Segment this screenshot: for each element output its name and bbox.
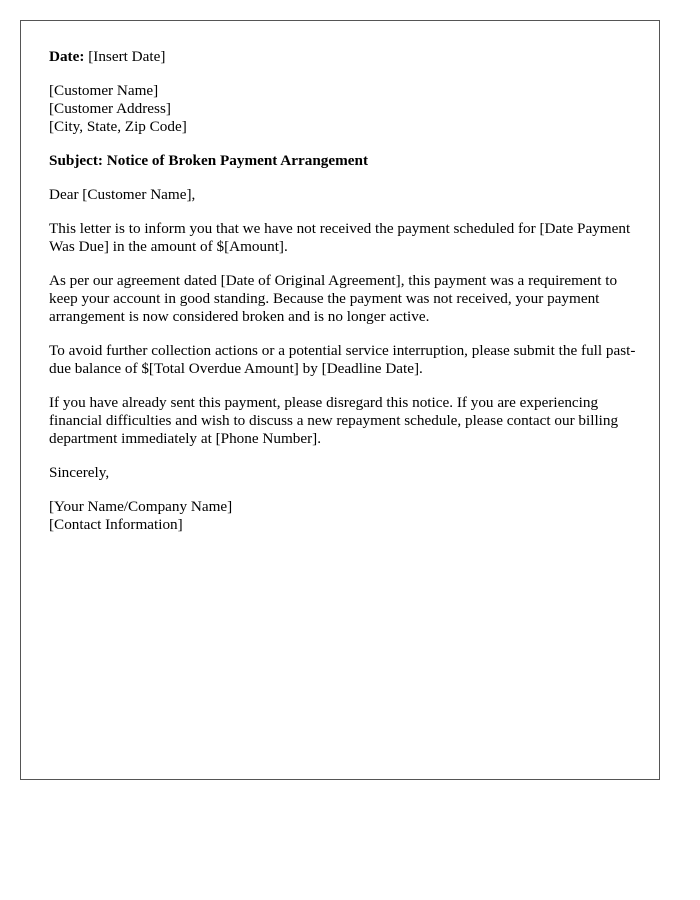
- signature-block: [49, 498, 639, 534]
- recipient-street: [Customer Address]: [49, 100, 171, 117]
- paragraph-4: If you have already sent this payment, please disregard this notice. If you are experiencing financial difficulties and wish to discuss a new repayment schedule, please contact our billing department immediately at [Phone Number].: [49, 394, 619, 447]
- letter-body: [49, 48, 639, 550]
- date-label: Date:: [49, 48, 85, 65]
- recipient-name: [Customer Name]: [49, 82, 159, 99]
- recipient-address: [49, 82, 639, 136]
- letter-page: [20, 20, 660, 780]
- date-value: [Insert Date]: [84, 48, 166, 65]
- paragraph-2: As per our agreement dated [Date of Original Agreement], this payment was a requirement to keep your account in good standing. Because the payment was not received, your payment arrangement is now considered broken and is no longer active.: [49, 272, 618, 325]
- recipient-city: [City, State, Zip Code]: [49, 118, 187, 135]
- paragraph-1: This letter is to inform you that we have not received the payment scheduled for [Date Payment Was Due] in the amount of $[Amount].: [49, 220, 631, 255]
- signature-name: [Your Name/Company Name]: [49, 498, 233, 515]
- paragraph-3: To avoid further collection actions or a potential service interruption, please submit the full past-due balance of $[Total Overdue Amount] by [Deadline Date].: [49, 342, 636, 377]
- subject-line: Subject: Notice of Broken Payment Arrangement: [49, 152, 369, 169]
- signature-contact: [Contact Information]: [49, 516, 183, 533]
- greeting: Dear [Customer Name],: [49, 186, 196, 203]
- closing: Sincerely,: [49, 464, 110, 481]
- date-line: [49, 48, 639, 66]
